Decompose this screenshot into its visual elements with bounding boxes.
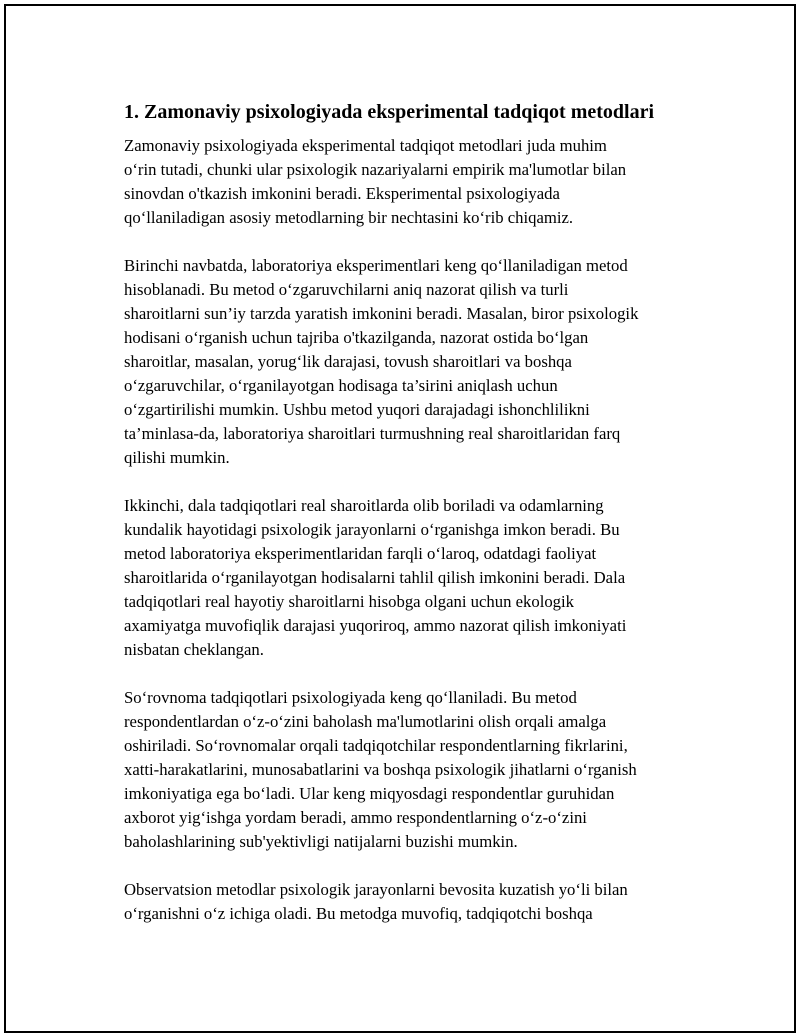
text-line: oshiriladi. So‘rovnomalar orqali tadqiqotchilar respondentlarning fikrlarini, — [124, 736, 628, 755]
text-line: axborot yig‘ishga yordam beradi, ammo respondentlarning o‘z-o‘zini — [124, 808, 587, 827]
text-line: hisoblanadi. Bu metod o‘zgaruvchilarni aniq nazorat qilish va turli — [124, 280, 569, 299]
text-line: sharoitlar, masalan, yorug‘lik darajasi, tovush sharoitlari va boshqa — [124, 352, 572, 371]
paragraph-observation — [124, 878, 704, 926]
text-line: kundalik hayotidagi psixologik jarayonlarni o‘rganishga imkon beradi. Bu — [124, 520, 620, 539]
text-line: sinovdan o'tkazish imkonini beradi. Eksperimental psixologiyada — [124, 184, 560, 203]
text-line: o‘zgartirilishi mumkin. Ushbu metod yuqori darajadagi ishonchlilikni — [124, 400, 590, 419]
text-line: baholashlarining sub'yektivligi natijalarni buzishi mumkin. — [124, 832, 518, 851]
text-line: axamiyatga muvofiqlik darajasi yuqoriroq, ammo nazorat qilish imkoniyati — [124, 616, 627, 635]
text-line: sharoitlarida o‘rganilayotgan hodisalarni tahlil qilish imkonini beradi. Dala — [124, 568, 626, 587]
paragraph-laboratory — [124, 254, 704, 470]
text-line: metod laboratoriya eksperimentlaridan farqli o‘laroq, odatdagi faoliyat — [124, 544, 597, 563]
paragraph-intro — [124, 134, 704, 230]
text-line: Ikkinchi, dala tadqiqotlari real sharoitlarda olib boriladi va odamlarning — [124, 496, 604, 515]
text-line: tadqiqotlari real hayotiy sharoitlarni hisobga olgani uchun ekologik — [124, 592, 574, 611]
text-line: ta’minlasa-da, laboratoriya sharoitlari turmushning real sharoitlaridan farq — [124, 424, 621, 443]
text-line: sharoitlarni sun’iy tarzda yaratish imkonini beradi. Masalan, biror psixologik — [124, 304, 639, 323]
text-line: xatti-harakatlarini, munosabatlarini va boshqa psixologik jihatlarni o‘rganish — [124, 760, 637, 779]
paragraph-survey — [124, 686, 704, 854]
text-line: o‘zgaruvchilar, o‘rganilayotgan hodisaga ta’sirini aniqlash uchun — [124, 376, 558, 395]
text-line: Birinchi navbatda, laboratoriya eksperimentlari keng qo‘llaniladigan metod — [124, 256, 628, 275]
text-line: nisbatan cheklangan. — [124, 640, 264, 659]
text-line: So‘rovnoma tadqiqotlari psixologiyada keng qo‘llaniladi. Bu metod — [124, 688, 577, 707]
paragraph-field-research — [124, 494, 704, 662]
document-content — [124, 98, 704, 950]
text-line: o‘rganishni o‘z ichiga oladi. Bu metodga muvofiq, tadqiqotchi boshqa — [124, 904, 593, 923]
text-line: qilishi mumkin. — [124, 448, 230, 467]
text-line: qo‘llaniladigan asosiy metodlarning bir nechtasini ko‘rib chiqamiz. — [124, 208, 574, 227]
text-line: Zamonaviy psixologiyada eksperimental tadqiqot metodlari juda muhim — [124, 136, 607, 155]
text-line: o‘rin tutadi, chunki ular psixologik nazariyalarni empirik ma'lumotlar bilan — [124, 160, 627, 179]
text-line: Observatsion metodlar psixologik jarayonlarni bevosita kuzatish yo‘li bilan — [124, 880, 628, 899]
document-page — [4, 4, 796, 1033]
text-line: respondentlardan o‘z-o‘zini baholash ma'lumotlarini olish orqali amalga — [124, 712, 607, 731]
text-line: imkoniyatiga ega bo‘ladi. Ular keng miqyosdagi respondentlar guruhidan — [124, 784, 615, 803]
text-line: hodisani o‘rganish uchun tajriba o'tkazilganda, nazorat ostida bo‘lgan — [124, 328, 589, 347]
section-heading: 1. Zamonaviy psixologiyada eksperimental tadqiqot metodlari — [124, 101, 655, 123]
